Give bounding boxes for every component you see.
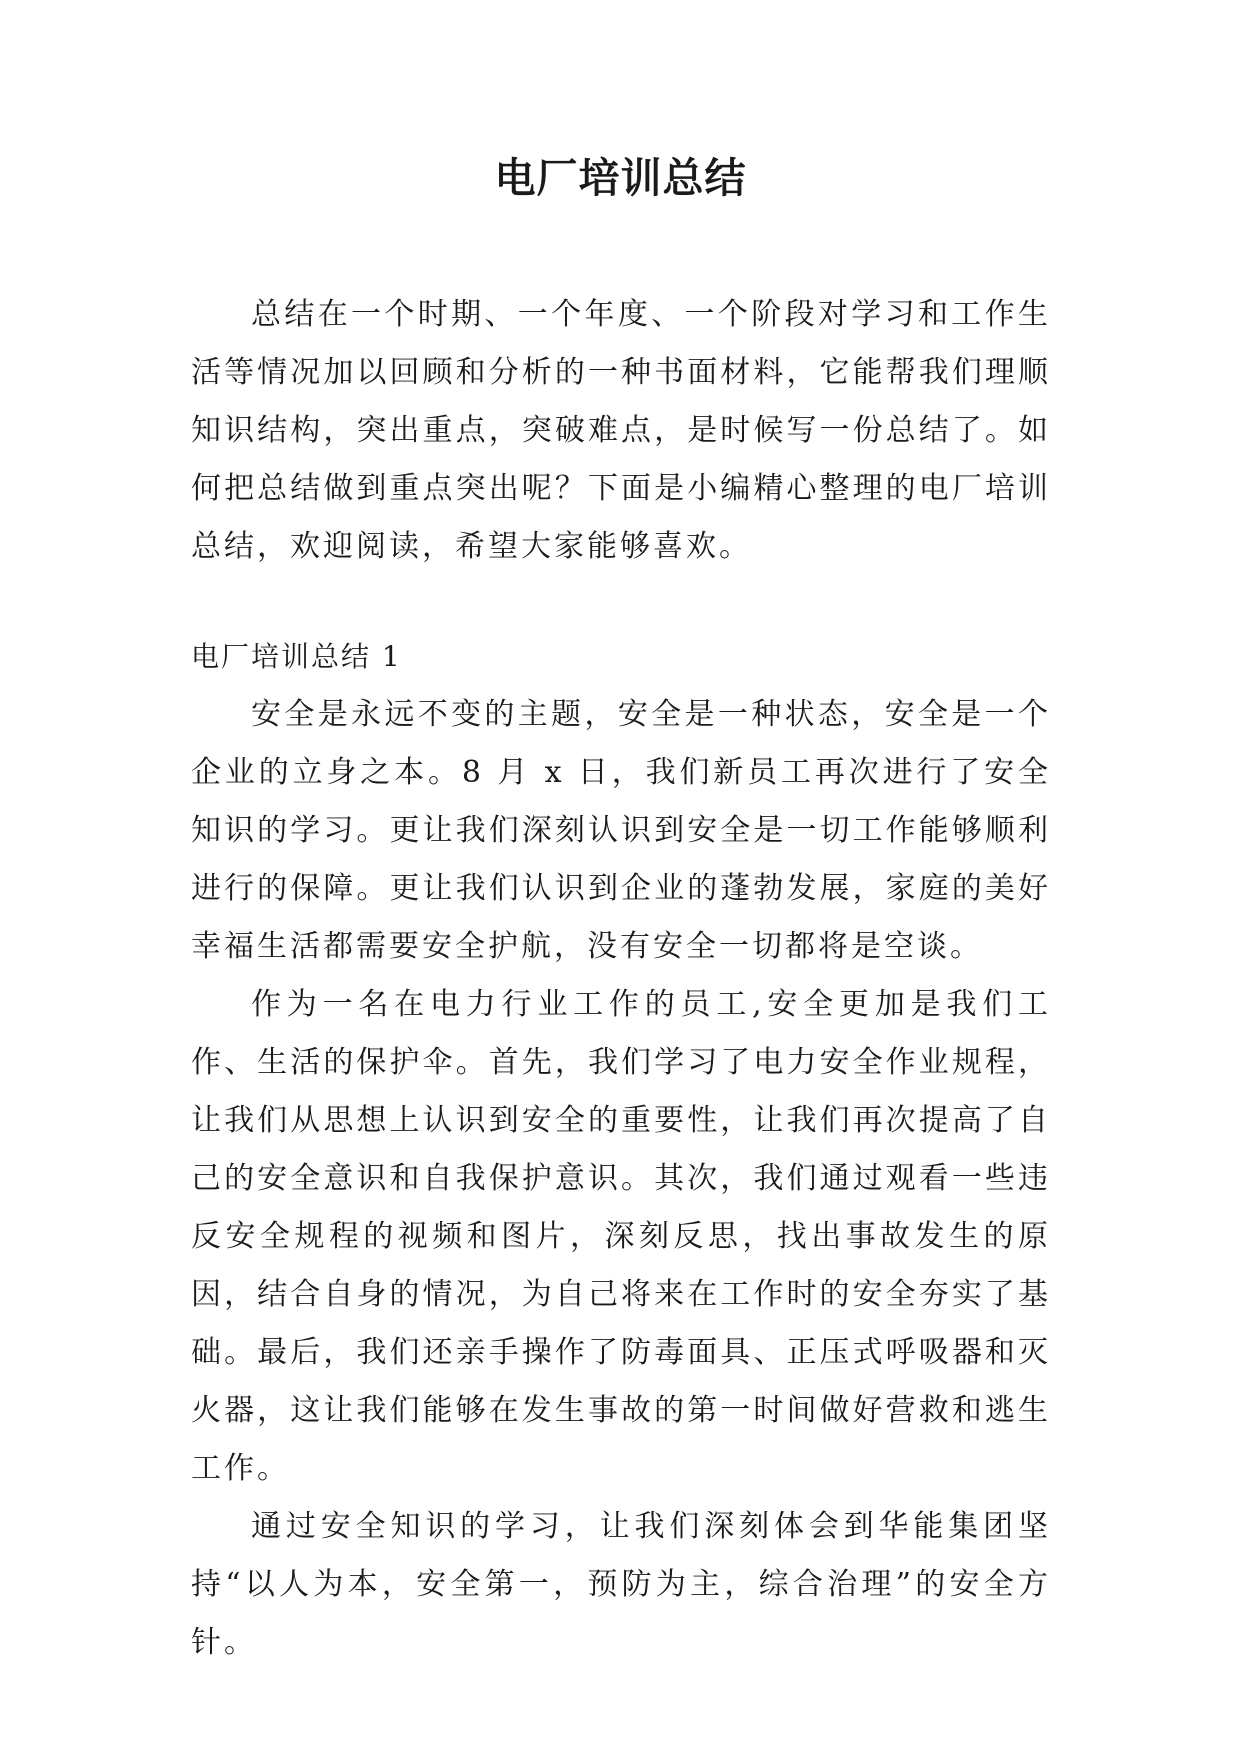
body-paragraph-1: 安全是永远不变的主题，安全是一种状态，安全是一个企业的立身之本。8 月 x 日，我们新员工再次进行了安全知识的学习。更让我们深刻认识到安全是一切工作能够顺利进行的保障。更让我们认识到企业的蓬勃发展，家庭的美好幸福生活都需要安全护航，没有安全一切都将是空谈。: [191, 697, 1051, 964]
document-body: [191, 286, 1051, 1672]
body-paragraph-2: 作为一名在电力行业工作的员工,安全更加是我们工作、生活的保护伞。首先，我们学习了电力安全作业规程，让我们从思想上认识到安全的重要性，让我们再次提高了自己的安全意识和自我保护意识。其次，我们通过观看一些违反安全规程的视频和图片，深刻反思，找出事故发生的原因，结合自身的情况，为自己将来在工作时的安全夯实了基础。最后，我们还亲手操作了防毒面具、正压式呼吸器和灭火器，这让我们能够在发生事故的第一时间做好营救和逃生工作。: [191, 987, 1051, 1486]
document-title: 电厂培训总结: [494, 154, 747, 202]
intro-paragraph: 总结在一个时期、一个年度、一个阶段对学习和工作生活等情况加以回顾和分析的一种书面材料，它能帮我们理顺知识结构，突出重点，突破难点，是时候写一份总结了。如何把总结做到重点突出呢？下面是小编精心整理的电厂培训总结，欢迎阅读，希望大家能够喜欢。: [191, 297, 1051, 564]
body-paragraph-3: 通过安全知识的学习，让我们深刻体会到华能集团坚持“以人为本，安全第一，预防为主，综合治理”的安全方针。: [191, 1509, 1051, 1660]
section-heading: 电厂培训总结 1: [191, 640, 402, 673]
